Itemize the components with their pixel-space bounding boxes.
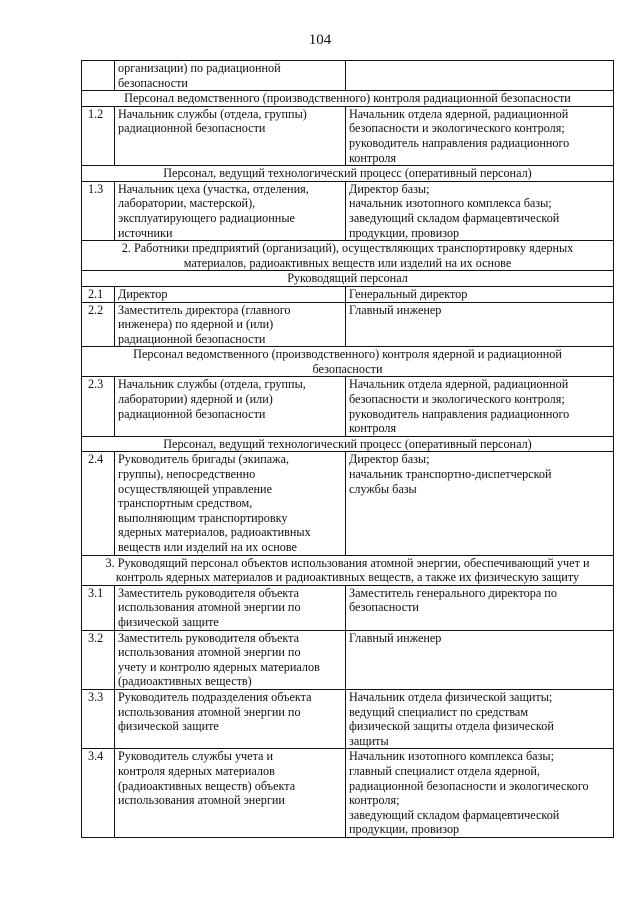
position-title: Начальник цеха (участка, отделения, лаборатории, мастерской), эксплуатирующего радиационные источники [115,181,346,240]
position-equivalent: Главный инженер [346,630,614,689]
table-row [82,585,614,630]
position-equivalent: Генеральный директор [346,286,614,302]
positions-table [81,60,614,838]
position-equivalent [346,61,614,91]
table-body [82,61,614,838]
table-row [82,377,614,436]
row-number: 2.1 [82,286,115,302]
position-title: Заместитель руководителя объекта использования атомной энергии по физической защите [115,585,346,630]
section-heading: Персонал, ведущий технологический процесс (оперативный персонал) [82,166,614,182]
table-row [82,181,614,240]
section-heading: Руководящий персонал [82,271,614,287]
table-row [82,286,614,302]
row-number: 3.4 [82,749,115,838]
position-title: организации) по радиационной безопасности [115,61,346,91]
position-equivalent: Начальник отдела ядерной, радиационной безопасности и экологического контроля; руководитель направления радиационного контроля [346,106,614,165]
section-heading: Персонал, ведущий технологический процесс (оперативный персонал) [82,436,614,452]
section-heading: 2. Работники предприятий (организаций), осуществляющих транспортировку ядерных материалов, радиоактивных веществ или изделий на их основе [82,241,614,271]
section-heading: Персонал ведомственного (производственного) контроля радиационной безопасности [82,91,614,107]
position-title: Начальник службы (отдела, группы, лаборатории) ядерной и (или) радиационной безопасности [115,377,346,436]
row-number: 2.4 [82,452,115,555]
position-title: Руководитель подразделения объекта использования атомной энергии по физической защите [115,689,346,748]
section-heading-row [82,166,614,182]
position-equivalent: Директор базы; начальник транспортно-диспетчерской службы базы [346,452,614,555]
table-row [82,630,614,689]
position-title: Директор [115,286,346,302]
position-equivalent: Главный инженер [346,302,614,347]
table-row [82,106,614,165]
table-row [82,61,614,91]
row-number: 1.3 [82,181,115,240]
section-heading-row [82,555,614,585]
table-row [82,749,614,838]
position-title: Руководитель бригады (экипажа, группы), непосредственно осуществляющей управление транспортным средством, выполняющим транспортировку ядерных материалов, радиоактивных веществ или изделий на их основе [115,452,346,555]
position-title: Руководитель службы учета и контроля ядерных материалов (радиоактивных веществ) объекта использования атомной энергии [115,749,346,838]
section-heading-row [82,436,614,452]
section-heading-row [82,347,614,377]
section-heading-row [82,91,614,107]
row-number: 2.3 [82,377,115,436]
row-number: 3.1 [82,585,115,630]
table-row [82,689,614,748]
position-title: Начальник службы (отдела, группы) радиационной безопасности [115,106,346,165]
page-number: 104 [308,32,332,48]
section-heading: 3. Руководящий персонал объектов использования атомной энергии, обеспечивающий учет и контроль ядерных материалов и радиоактивных веществ, а также их физическую защиту [82,555,614,585]
row-number: 2.2 [82,302,115,347]
position-title: Заместитель директора (главного инженера) по ядерной и (или) радиационной безопасности [115,302,346,347]
row-number: 1.2 [82,106,115,165]
row-number [82,61,115,91]
section-heading-row [82,271,614,287]
table-row [82,452,614,555]
position-equivalent: Директор базы; начальник изотопного комплекса базы; заведующий складом фармацевтической продукции, провизор [346,181,614,240]
row-number: 3.2 [82,630,115,689]
position-title: Заместитель руководителя объекта использования атомной энергии по учету и контролю ядерных материалов (радиоактивных веществ) [115,630,346,689]
position-equivalent: Начальник отдела ядерной, радиационной безопасности и экологического контроля; руководитель направления радиационного контроля [346,377,614,436]
position-equivalent: Начальник отдела физической защиты; ведущий специалист по средствам физической защиты отдела физической защиты [346,689,614,748]
section-heading: Персонал ведомственного (производственного) контроля ядерной и радиационной безопасности [82,347,614,377]
section-heading-row [82,241,614,271]
position-equivalent: Заместитель генерального директора по безопасности [346,585,614,630]
position-equivalent: Начальник изотопного комплекса базы; главный специалист отдела ядерной, радиационной безопасности и экологического контроля; заведующий складом фармацевтической продукции, провизор [346,749,614,838]
row-number: 3.3 [82,689,115,748]
table-row [82,302,614,347]
